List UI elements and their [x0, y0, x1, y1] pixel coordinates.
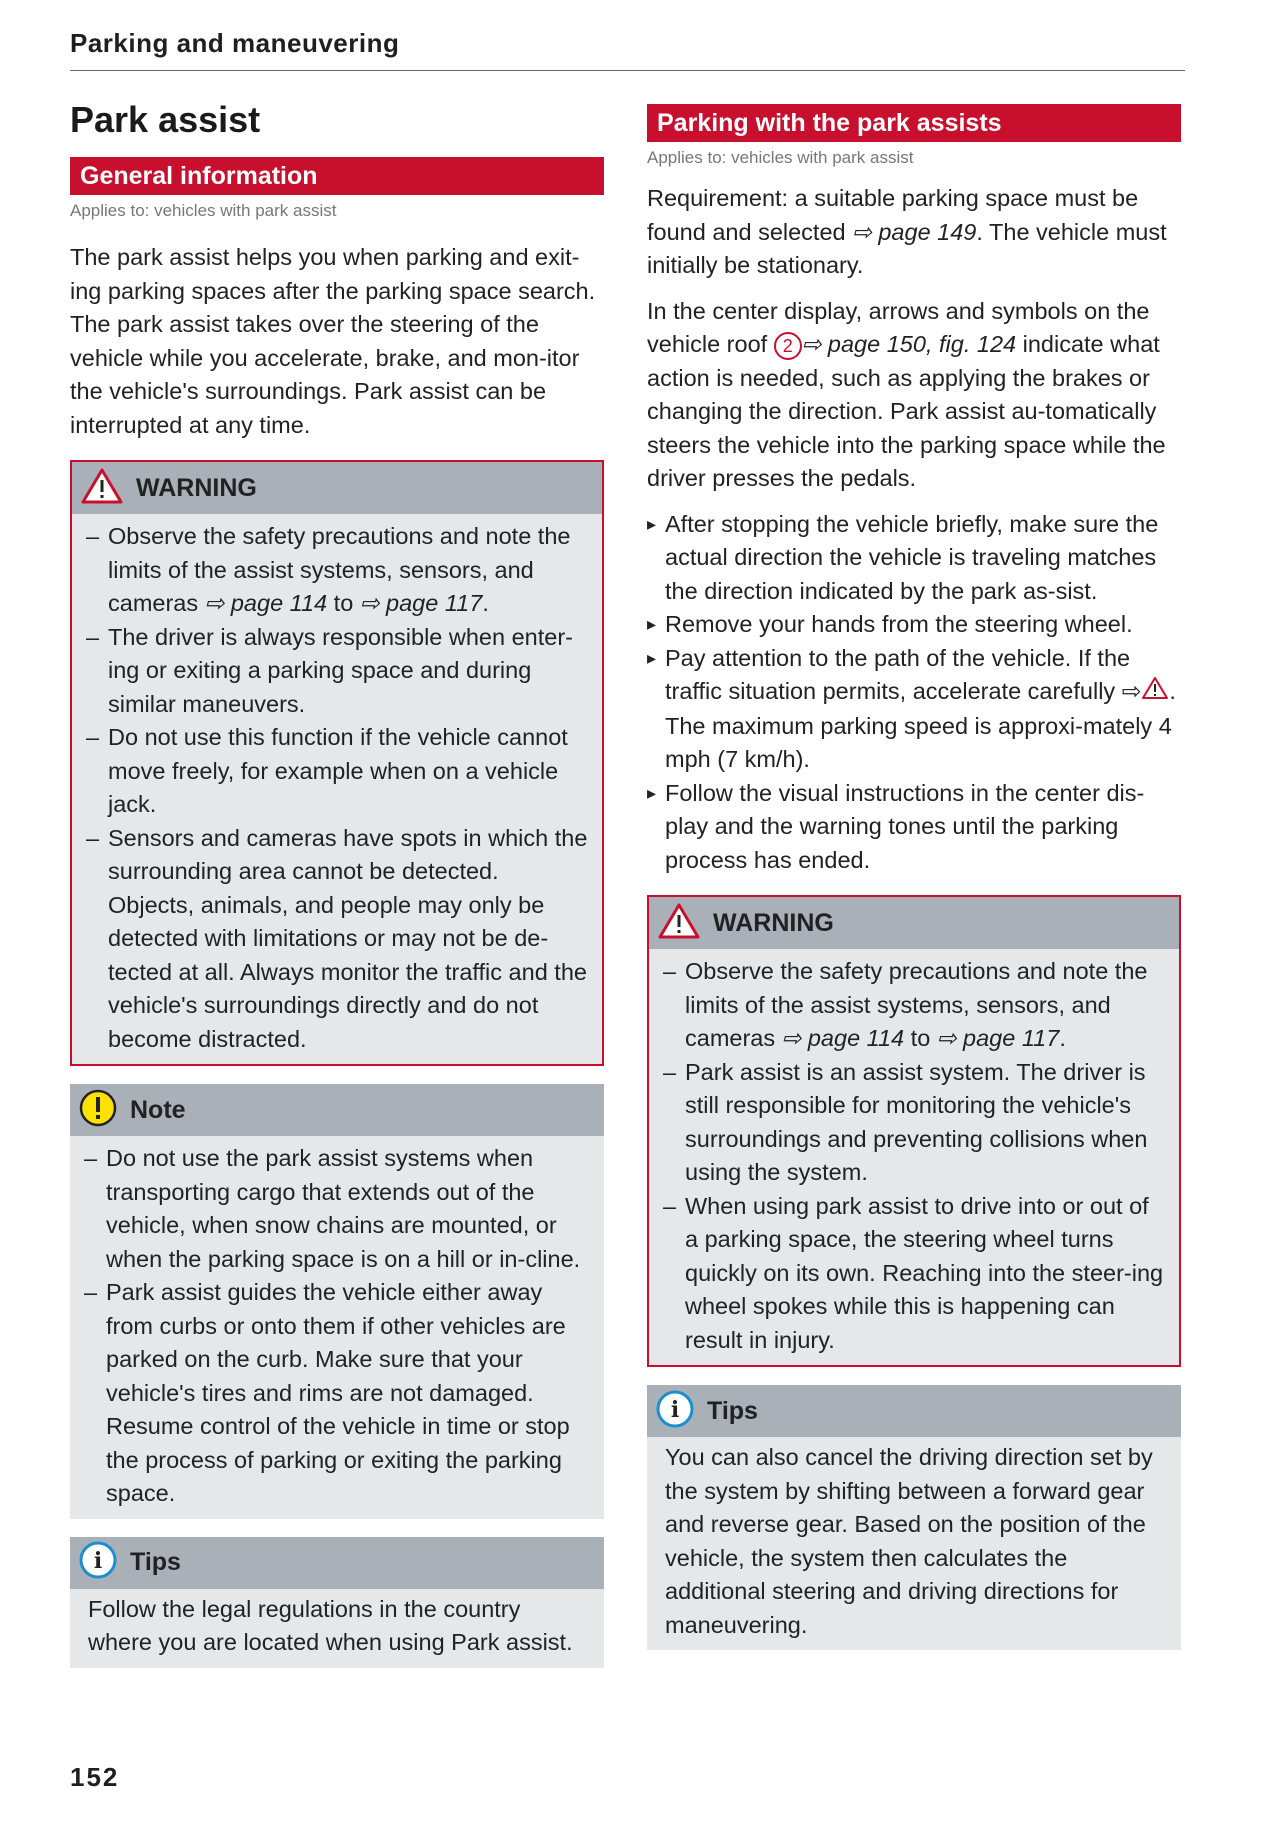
svg-text:i: i	[670, 1396, 680, 1423]
note-label: Note	[130, 1095, 186, 1124]
warning-list	[86, 520, 588, 1056]
page-reference-link[interactable]: ⇨ page 117	[359, 590, 483, 616]
running-header: Parking and maneuvering	[70, 28, 400, 58]
page-reference-arrow[interactable]: ⇨	[1121, 678, 1142, 704]
warning-box	[647, 895, 1181, 1367]
tips-label: Tips	[130, 1548, 181, 1576]
tips-header	[647, 1385, 1181, 1437]
warning-box	[70, 460, 604, 1066]
applies-to-note: Applies to: vehicles with park assist	[647, 148, 914, 167]
list-item: ▸ Pay attention to the path of the vehicle. If the traffic situation permits, accelerate carefully ⇨ . The maximum parking speed is approxi-mately 4 mph (7 km/h).	[647, 642, 1181, 777]
tips-box	[647, 1385, 1181, 1650]
applies-to-note: Applies to: vehicles with park assist	[70, 201, 337, 220]
list-item: – Park assist guides the vehicle either away from curbs or onto them if other vehicles are parked on the curb. Make sure that your vehicle's tires and rims are not damaged. Resume control of the vehicle in time or stop the process of parking or exiting the parking space.	[84, 1276, 590, 1511]
tips-text: You can also cancel the driving direction set by the system by shifting between a forward gear and reverse gear. Based on the position of the vehicle, the system then calculates the additional steering and driving directions for maneuvering.	[665, 1444, 1153, 1638]
center-display-paragraph: In the center display, arrows and symbols on the vehicle roof 2 ⇨ page 150, fig. 124 indicate what action is needed, such as applying the brakes or changing the direction. Park assist au-tomatically steers the vehicle into the parking space while the driver presses the pedals.	[647, 297, 1166, 491]
page-reference-link[interactable]: ⇨ page 117	[936, 1025, 1060, 1052]
warning-header	[649, 897, 1179, 949]
subsection-title-general-information: General information	[70, 157, 604, 195]
tips-header	[70, 1537, 604, 1589]
exclamation-icon	[78, 1088, 118, 1133]
header-divider	[70, 70, 1185, 71]
tips-box	[70, 1537, 604, 1668]
tips-text: Follow the legal regulations in the country where you are located when using Park assist.	[88, 1595, 573, 1655]
section-title: Park assist	[70, 99, 261, 140]
page-reference-link[interactable]: ⇨ page 114	[781, 1025, 905, 1052]
info-icon	[78, 1540, 118, 1585]
page-reference-link[interactable]: ⇨ page 150, fig. 124	[801, 331, 1017, 357]
warning-label: WARNING	[713, 908, 834, 937]
warning-header	[72, 462, 602, 514]
page-reference-link[interactable]: ⇨ page 149	[852, 218, 977, 245]
subsection-title-parking-with-park-assist: Parking with the park assists	[647, 104, 1181, 142]
warning-triangle-icon	[80, 467, 124, 510]
warning-triangle-icon	[1141, 676, 1169, 710]
list-item: – Do not use the park assist systems when transporting cargo that extends out of the vehicle, when snow chains are mounted, or when the parking space is on a hill or in-cline.	[84, 1142, 590, 1276]
list-item: ▸ Remove your hands from the steering wheel.	[647, 608, 1181, 642]
list-item: – When using park assist to drive into or out of a parking space, the steering wheel turns quickly on its own. Reaching into the steer-ing wheel spokes while this is happening can result in injury.	[663, 1190, 1165, 1358]
list-item: – Observe the safety precautions and note the limits of the assist systems, sensors, and cameras ⇨ page 114 to ⇨ page 117.	[663, 955, 1165, 1056]
list-item: ▸ Follow the visual instructions in the center dis-play and the warning tones until the parking process has ended.	[647, 777, 1181, 878]
list-item: – Observe the safety precautions and note the limits of the assist systems, sensors, and cameras ⇨ page 114 to ⇨ page 117.	[86, 520, 588, 621]
right-column	[647, 104, 1181, 1668]
tips-label: Tips	[707, 1396, 758, 1425]
intro-paragraph: The park assist helps you when parking and exit-ing parking spaces after the parking space search. The park assist takes over the steering of the vehicle while you accelerate, brake, and mon-itor the vehicle's surroundings. Park assist can be interrupted at any time.	[70, 244, 596, 438]
warning-triangle-icon	[657, 902, 701, 945]
page-number: 152	[70, 1762, 120, 1792]
callout-number-badge: 2	[774, 332, 802, 360]
svg-text:i: i	[93, 1548, 103, 1574]
warning-list	[663, 955, 1165, 1357]
page-reference-link[interactable]: ⇨ page 114	[204, 590, 328, 616]
warning-label: WARNING	[136, 473, 257, 502]
list-item: ▸ After stopping the vehicle briefly, make sure the actual direction the vehicle is traveling matches the direction indicated by the park as-sist.	[647, 508, 1181, 609]
note-box	[70, 1084, 604, 1519]
left-column	[70, 95, 604, 1686]
instruction-steps	[647, 508, 1181, 878]
list-item: – Park assist is an assist system. The driver is still responsible for monitoring the vehicle's surroundings and preventing collisions when using the system.	[663, 1056, 1165, 1190]
info-icon	[655, 1389, 695, 1434]
note-header	[70, 1084, 604, 1136]
list-item: – Do not use this function if the vehicle cannot move freely, for example when on a vehicle jack.	[86, 721, 588, 822]
note-list	[84, 1142, 590, 1511]
requirement-paragraph: Requirement: a suitable parking space must be found and selected ⇨ page 149. The vehicle must initially be stationary.	[647, 185, 1167, 278]
list-item: – Sensors and cameras have spots in which the surrounding area cannot be detected. Objects, animals, and people may only be detected with limitations or may not be de-tected at all. Always monitor the traffic and the vehicle's surroundings directly and do not become distracted.	[86, 822, 588, 1057]
list-item: – The driver is always responsible when enter-ing or exiting a parking space and during similar maneuvers.	[86, 621, 588, 722]
